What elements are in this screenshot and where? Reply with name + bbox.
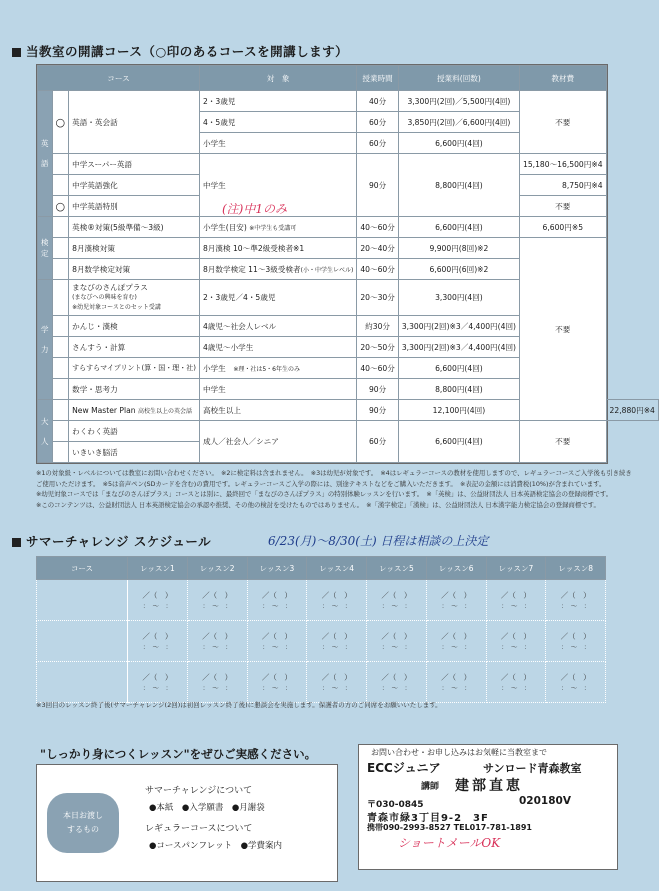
square-bullet-icon [12,538,21,547]
time: 20～50分 [357,337,399,358]
slot-date: ／（ ） [321,673,352,682]
schedule-header-lesson: レッスン8 [546,557,606,580]
slot-time: ： ～ ： [381,643,411,651]
schedule-slot[interactable] [128,580,188,621]
schedule-note: ※3回目のレッスン終了後(サマーチャレンジ(2回)は初回レッスン終了後)に懇談会を実施します。保護者の方のご同席をお願いいたします。 [36,701,442,709]
slot-time: ： ～ ： [142,602,172,610]
footnote-line: ※1の対象級・レベルについては教室にお問い合わせください。 ※2に検定料は含まれません。 ※3は幼児が対象です。 ※4はレギュラーコースの教材を使用しますので、レギュラーコースご入学後も引き続き [36,469,632,477]
blank-circle-cell [52,238,69,259]
course-section-title: 当教室の開講コース（○印のあるコースを開講します） [12,42,348,60]
fee: 6,600円(6回)※2 [398,259,519,280]
blank-circle-cell [52,442,69,463]
materials-box [36,764,338,882]
time: 90分 [357,154,399,217]
fee: 6,600円(4回) [398,133,519,154]
fee: 3,300円(2回)※3／4,400円(4回) [398,337,519,358]
header-time: 授業時間 [357,66,399,91]
time: 40～60分 [357,259,399,280]
material: 22,880円※4 [606,400,658,421]
target: 高校生以上 [199,400,356,421]
course-name: わくわく英語 [69,421,200,442]
slot-date: ／（ ） [441,591,472,600]
course-name: 数学・思考力 [69,379,200,400]
schedule-slot[interactable] [307,621,367,662]
teacher-name: 建部直恵 [455,778,523,794]
time: 60分 [357,112,399,133]
fee: 12,100円(4回) [398,400,519,421]
teacher-label: 講師 [421,782,440,792]
category-adult: 大 人 [38,400,53,463]
slot-date: ／（ ） [261,591,292,600]
target: 成人／社会人／シニア [199,421,356,463]
contact-lead: お問い合わせ・お申し込みはお気軽に当教室まで [371,748,547,757]
fee: 8,800円(4回) [398,154,519,217]
time: 40～60分 [357,217,399,238]
target: 小学生 ※理・社は5・6年生のみ [199,358,356,379]
schedule-slot[interactable] [367,662,427,703]
material: 不要 [520,196,607,217]
schedule-course-cell[interactable] [37,662,128,703]
slot-date: ／（ ） [142,591,173,600]
time: 60分 [357,133,399,154]
address: 青森市緑3丁目9-2 3F [367,813,489,824]
time: 20～30分 [357,280,399,316]
slot-time: ： ～ ： [322,684,352,692]
target: 4歳児～小学生 [199,337,356,358]
slot-date: ／（ ） [500,591,531,600]
square-bullet-icon [12,48,21,57]
course-name: まなびのさんぽプラス (まなびへの興味を育む) ※幼児対象コースとのセット受講 [69,280,200,316]
schedule-header-course: コース [37,557,128,580]
fee: 6,600円(4回) [398,421,519,463]
category-gakuryoku: 学 力 [38,280,53,400]
fee: 3,850円(2回)／6,600円(4回) [398,112,519,133]
handwritten-contact-note: ショートメールOK [398,836,501,850]
contact-box [358,744,618,870]
fee: 3,300円(2回)※3／4,400円(4回) [398,316,519,337]
schedule-slot[interactable] [187,662,247,703]
schedule-header-lesson: レッスン2 [187,557,247,580]
schedule-slot[interactable] [247,621,307,662]
schedule-slot[interactable] [486,580,546,621]
blank-circle-cell [52,217,69,238]
schedule-slot[interactable] [486,662,546,703]
slot-date: ／（ ） [560,673,591,682]
course-name: 8月数学検定対策 [69,259,200,280]
blank-circle-cell [52,259,69,280]
slot-time: ： ～ ： [142,643,172,651]
schedule-slot[interactable] [247,580,307,621]
target: 中学生 [199,379,356,400]
course-name: 8月漢検対策 [69,238,200,259]
time: 60分 [357,421,399,463]
slot-date: ／（ ） [321,632,352,641]
schedule-slot[interactable] [486,621,546,662]
schedule-slot[interactable] [128,662,188,703]
slot-time: ： ～ ： [262,684,292,692]
header-target: 対 象 [199,66,356,91]
slot-time: ： ～ ： [441,602,471,610]
footnote-line: ※幼児対象コースでは「まなびのさんぽプラス」コースとは別に、最終回で「まなびのさんぽプラス」の特別体験レッスンを行います。 ※「英検」は、公益財団法人 日本英語検定協会の登録商標です。 [36,490,613,498]
schedule-slot[interactable] [367,580,427,621]
summer-title: サマーチャレンジについて [145,786,253,796]
material: 不要 [520,238,607,421]
slot-date: ／（ ） [441,673,472,682]
schedule-header-lesson: レッスン6 [426,557,486,580]
schedule-course-cell[interactable] [37,580,128,621]
target: 4・5歳児 [199,112,356,133]
schedule-slot[interactable] [426,662,486,703]
blank-circle-cell [52,421,69,442]
time: 40～60分 [357,358,399,379]
summer-items: ●本紙 ●入学願書 ●月謝袋 [149,803,265,813]
time: 約30分 [357,316,399,337]
target: 2・3歳児 [199,91,356,112]
schedule-slot[interactable] [187,580,247,621]
regular-items: ●コースパンフレット ●学費案内 [149,841,282,851]
time: 40分 [357,91,399,112]
zip-code: 〒030-0845 [367,800,424,810]
schedule-header-lesson: レッスン1 [128,557,188,580]
category-kentei: 検 定 [38,217,53,280]
footnote-line: ※このコンテンツは、公益財団法人 日本英語検定協会の承認や推奨、その他の検討を受けたものではありません。 ※「漢字検定」「漢検」は、公益財団法人 日本漢字能力検定協会の登録商標です。 [36,500,600,509]
header-fee: 授業料(回数) [398,66,519,91]
footnote-line: ご使用いただけます。 ※5は音声ペン(SDカードを含む)の費用です。レギュラーコースご入学の際には、別途テキストなどをご購入いただきます。 ※表記の金額には消費税(10%)が含まれています。 [36,479,606,488]
slot-time: ： ～ ： [501,684,531,692]
target: 中学生 [199,154,356,217]
target: 8月数学検定 11～3級受検者(小・中学生レベル) [199,259,356,280]
school-name: サンロード青森教室 [483,762,582,775]
schedule-course-cell[interactable] [37,621,128,662]
blank-circle-cell [52,400,69,421]
course-name: すらすらマイプリント(算・国・理・社) [69,358,200,379]
slot-time: ： ～ ： [142,684,172,692]
course-name: いきいき脳活 [69,442,200,463]
handwritten-course-note: (注)中1のみ [222,202,287,216]
fee: 8,800円(4回) [398,379,519,400]
fee: 6,600円(4回) [398,217,519,238]
course-name: かんじ・漢検 [69,316,200,337]
fee: 3,300円(2回)／5,500円(4回) [398,91,519,112]
slot-time: ： ～ ： [561,602,591,610]
slot-date: ／（ ） [560,632,591,641]
slot-time: ： ～ ： [381,602,411,610]
time: 90分 [357,379,399,400]
material: 8,750円※4 [520,175,607,196]
slot-time: ： ～ ： [262,602,292,610]
slot-time: ： ～ ： [561,684,591,692]
pitch-text: "しっかり身につくレッスン"をぜひご実感ください。 [40,747,317,761]
blank-circle-cell [52,316,69,337]
slot-date: ／（ ） [381,591,412,600]
handwritten-schedule-note: 6/23(月)～8/30(土) 日程は相談の上決定 [268,534,489,548]
blank-circle-cell [52,175,69,196]
course-name: 英語・英会話 [69,91,200,154]
material: 不要 [520,91,607,154]
blank-circle-cell [52,280,69,316]
schedule-slot[interactable] [546,662,606,703]
slot-time: ： ～ ： [262,643,292,651]
schedule-header-lesson: レッスン5 [367,557,427,580]
fee: 6,600円(4回) [398,358,519,379]
slot-date: ／（ ） [441,632,472,641]
schedule-slot[interactable] [307,662,367,703]
slot-time: ： ～ ： [202,684,232,692]
slot-date: ／（ ） [202,591,233,600]
header-course: コース [38,66,200,91]
slot-date: ／（ ） [142,673,173,682]
header-material: 教材費 [520,66,607,91]
target: 小学生(目安) ※中学生も受講可 [199,217,356,238]
slot-date: ／（ ） [261,632,292,641]
slot-date: ／（ ） [261,673,292,682]
schedule-slot[interactable] [426,580,486,621]
schedule-slot[interactable] [546,580,606,621]
course-name: 英検®対策(5級準備～3級) [69,217,200,238]
time: 20～40分 [357,238,399,259]
slot-time: ： ～ ： [561,643,591,651]
fee: 9,900円(8回)※2 [398,238,519,259]
course-name: 中学スーパー英語 [69,154,200,175]
slot-date: ／（ ） [202,673,233,682]
target: 小学生 [199,133,356,154]
slot-date: ／（ ） [500,632,531,641]
course-name: 中学英語強化 [69,175,200,196]
schedule-section-title: サマーチャレンジ スケジュール [12,532,211,550]
schedule-slot[interactable] [307,580,367,621]
course-name: 中学英語特別 [69,196,200,217]
slot-time: ： ～ ： [322,643,352,651]
material: 不要 [520,421,607,463]
schedule-slot[interactable] [187,621,247,662]
slot-time: ： ～ ： [202,602,232,610]
slot-time: ： ～ ： [381,684,411,692]
blank-circle-cell [52,379,69,400]
slot-date: ／（ ） [381,673,412,682]
slot-time: ： ～ ： [501,602,531,610]
blank-circle-cell [52,337,69,358]
category-english: 英 語 [38,91,53,217]
schedule-slot[interactable] [426,621,486,662]
blank-circle-cell [52,358,69,379]
course-name: New Master Plan 高校生以上の英会話 [69,400,200,421]
slot-date: ／（ ） [381,632,412,641]
school-brand: ECCジュニア [367,761,441,775]
regular-title: レギュラーコースについて [145,824,253,834]
slot-date: ／（ ） [560,591,591,600]
schedule-header-lesson: レッスン7 [486,557,546,580]
target: 8月漢検 10～準2級受検者※1 [199,238,356,259]
phone-numbers: 携帯090-2993-8527 TEL017-781-1891 [367,823,532,832]
schedule-slot[interactable] [546,621,606,662]
schedule-slot[interactable] [128,621,188,662]
material: 15,180～16,500円※4 [520,154,607,175]
course-name: さんすう・計算 [69,337,200,358]
materials-badge: 本日お渡し するもの [47,793,119,853]
slot-date: ／（ ） [142,632,173,641]
slot-time: ： ～ ： [501,643,531,651]
course-table [36,64,655,464]
footnotes [36,468,632,510]
open-circle-icon: ○ [52,196,69,217]
material: 6,600円※5 [520,217,607,238]
schedule-slot[interactable] [367,621,427,662]
slot-time: ： ～ ： [202,643,232,651]
schedule-table [36,556,606,703]
target: 2・3歳児／4・5歳児 [199,280,356,316]
schedule-header-lesson: レッスン4 [307,557,367,580]
slot-date: ／（ ） [321,591,352,600]
slot-time: ： ～ ： [441,684,471,692]
slot-time: ： ～ ： [322,602,352,610]
schedule-slot[interactable] [247,662,307,703]
schedule-header-lesson: レッスン3 [247,557,307,580]
slot-date: ／（ ） [500,673,531,682]
school-code: 020180V [519,795,571,807]
time: 90分 [357,400,399,421]
slot-time: ： ～ ： [441,643,471,651]
slot-date: ／（ ） [202,632,233,641]
blank-circle-cell [52,154,69,175]
open-circle-icon: ○ [52,91,69,154]
fee: 3,300円(4回) [398,280,519,316]
target: 4歳児～社会人レベル [199,316,356,337]
